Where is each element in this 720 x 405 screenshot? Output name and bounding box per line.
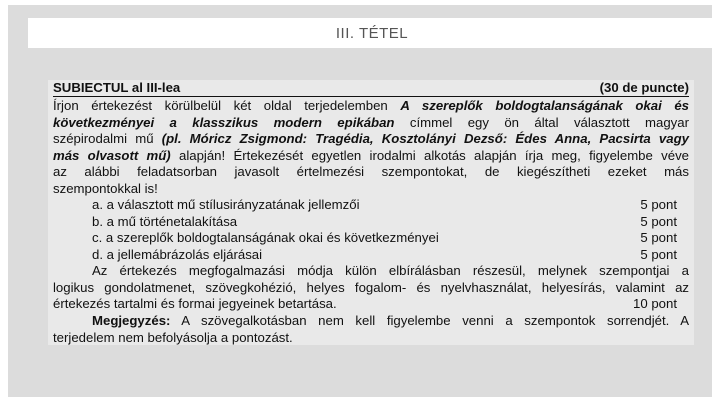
task-text: szépirodalmi mű: [53, 131, 162, 146]
task-text: Írjon értekezést körülbelül két oldal terjedelemben: [53, 98, 401, 113]
points-total: (30 de puncte): [599, 80, 689, 95]
criterion-label: a. a választott mű stílusirányzatának jellemzői: [92, 197, 360, 212]
criterion-label: c. a szereplők boldogtalanságának okai és következményei: [92, 230, 439, 245]
evaluation-line-3: [53, 296, 689, 312]
subject-header: [53, 80, 689, 96]
evaluation-text: Az értekezés megfogalmazási módja külön elbírálásban részesül, melynek szempontjai a: [92, 263, 689, 278]
task-line-3: [53, 131, 689, 147]
note-line-1: [92, 313, 689, 329]
criterion-points: 5 pont: [640, 246, 677, 262]
task-examples-emphasis: (pl. Móricz Zsigmond: Tragédia, Kosztolányi Dezső: Édes Anna, Pacsirta vagy: [161, 131, 689, 146]
note-label: Megjegyzés:: [92, 313, 171, 328]
evaluation-points: 10 pont: [633, 296, 677, 311]
criterion-a: [92, 197, 689, 213]
criterion-label: b. a mű történetalakítása: [92, 213, 238, 229]
task-text: az alábbi feladatsorban javasolt értelmezési szempontokat, de kiegészítheti ezeket más: [53, 164, 689, 179]
evaluation-text: logikus gondolatmenet, szövegkohézió, helyes fogalom- és nyelvhasználat, helyesírás, valamint az: [53, 279, 689, 295]
task-text: szempontokkal is!: [53, 180, 158, 196]
task-line-2: [53, 115, 689, 131]
note-text: terjedelem nem befolyásolja a pontozást.: [53, 329, 293, 345]
criterion-c: [92, 230, 689, 246]
task-line-5: [53, 164, 689, 180]
task-examples-emphasis: más olvasott mű): [53, 147, 171, 163]
task-line-1: [53, 98, 689, 114]
note-line-2: [53, 330, 689, 346]
criterion-points: 5 pont: [640, 230, 677, 245]
evaluation-line-1: [92, 263, 689, 279]
subject-label: SUBIECTUL al III-lea: [53, 80, 181, 95]
task-title-emphasis: következményei a klasszikus modern epikában: [53, 114, 395, 130]
slide-title: III. TÉTEL: [335, 24, 409, 42]
criterion-d: [92, 247, 689, 263]
task-line-4: [53, 148, 689, 164]
criterion-points: 5 pont: [640, 197, 677, 212]
slide: [8, 5, 712, 397]
task-line-6: [53, 181, 689, 197]
evaluation-text: értekezés tartalmi és formai jegyeinek betartása.: [53, 296, 337, 311]
title-bar: [28, 18, 716, 48]
evaluation-line-2: [53, 280, 689, 296]
exam-document-image: [48, 80, 694, 345]
task-text: címmel egy ön által választott magyar: [394, 114, 689, 130]
criterion-points: 5 pont: [640, 213, 677, 229]
task-title-emphasis: A szereplők boldogtalanságának okai és: [400, 98, 689, 113]
criterion-label: d. a jellemábrázolás eljárásai: [92, 246, 263, 262]
criterion-b: [92, 214, 689, 230]
header-underline: [53, 96, 689, 97]
note-text: A szövegalkotásban nem kell figyelembe venni a szempontok sorrendjét. A: [170, 313, 689, 328]
task-text: alapján! Értekezését egyetlen irodalmi alkotás alapján írja meg, figyelembe véve: [170, 147, 689, 163]
